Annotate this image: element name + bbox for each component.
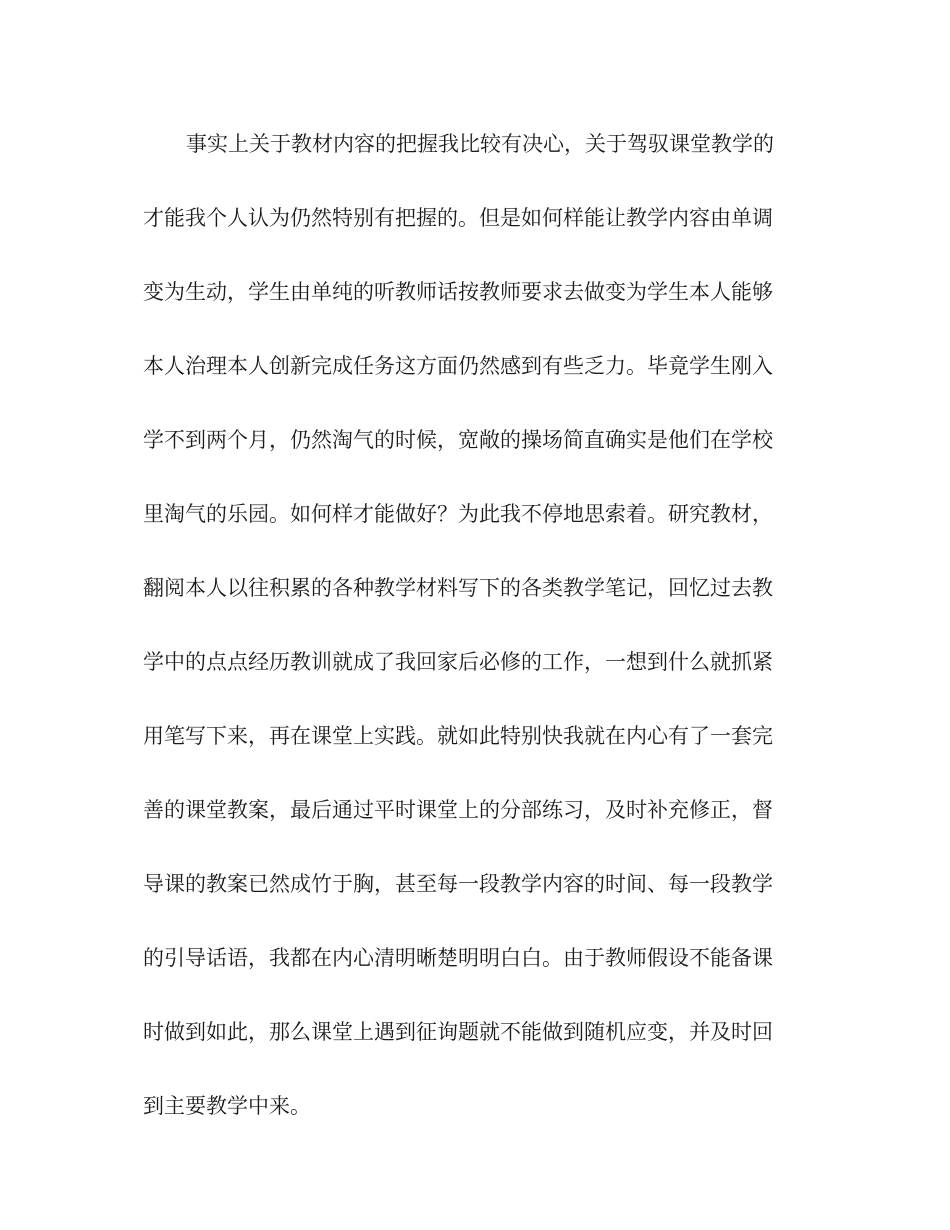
paragraph-line: 时做到如此，那么课堂上遇到征询题就不能做到随机应变，并及时回 bbox=[143, 1020, 773, 1044]
paragraph-line: 本人治理本人创新完成任务这方面仍然感到有些乏力。毕竟学生刚入 bbox=[143, 354, 773, 378]
paragraph-line: 才能我个人认为仍然特别有把握的。但是如何样能让教学内容由单调 bbox=[143, 206, 773, 230]
paragraph-line: 学不到两个月，仍然淘气的时候，宽敞的操场简直确实是他们在学校 bbox=[143, 428, 773, 452]
paragraph-line: 变为生动，学生由单纯的听教师话按教师要求去做变为学生本人能够 bbox=[143, 280, 773, 304]
paragraph-line: 里淘气的乐园。如何样才能做好？为此我不停地思索着。研究教材， bbox=[143, 502, 773, 526]
paragraph-line: 导课的教案已然成竹于胸，甚至每一段教学内容的时间、每一段教学 bbox=[143, 872, 773, 896]
paragraph-line: 用笔写下来，再在课堂上实践。就如此特别快我就在内心有了一套完 bbox=[143, 724, 773, 748]
paragraph-line: 翻阅本人以往积累的各种教学材料写下的各类教学笔记，回忆过去教 bbox=[143, 576, 773, 600]
paragraph-line: 学中的点点经历教训就成了我回家后必修的工作，一想到什么就抓紧 bbox=[143, 650, 773, 674]
paragraph-line: 善的课堂教案，最后通过平时课堂上的分部练习，及时补充修正，督 bbox=[143, 798, 773, 822]
body-paragraph bbox=[143, 125, 808, 1161]
paragraph-line: 的引导话语，我都在内心清明晰楚明明白白。由于教师假设不能备课 bbox=[143, 946, 773, 970]
paragraph-line: 到主要教学中来。 bbox=[143, 1094, 311, 1118]
paragraph-line: 事实上关于教材内容的把握我比较有决心，关于驾驭课堂教学的 bbox=[186, 132, 774, 156]
